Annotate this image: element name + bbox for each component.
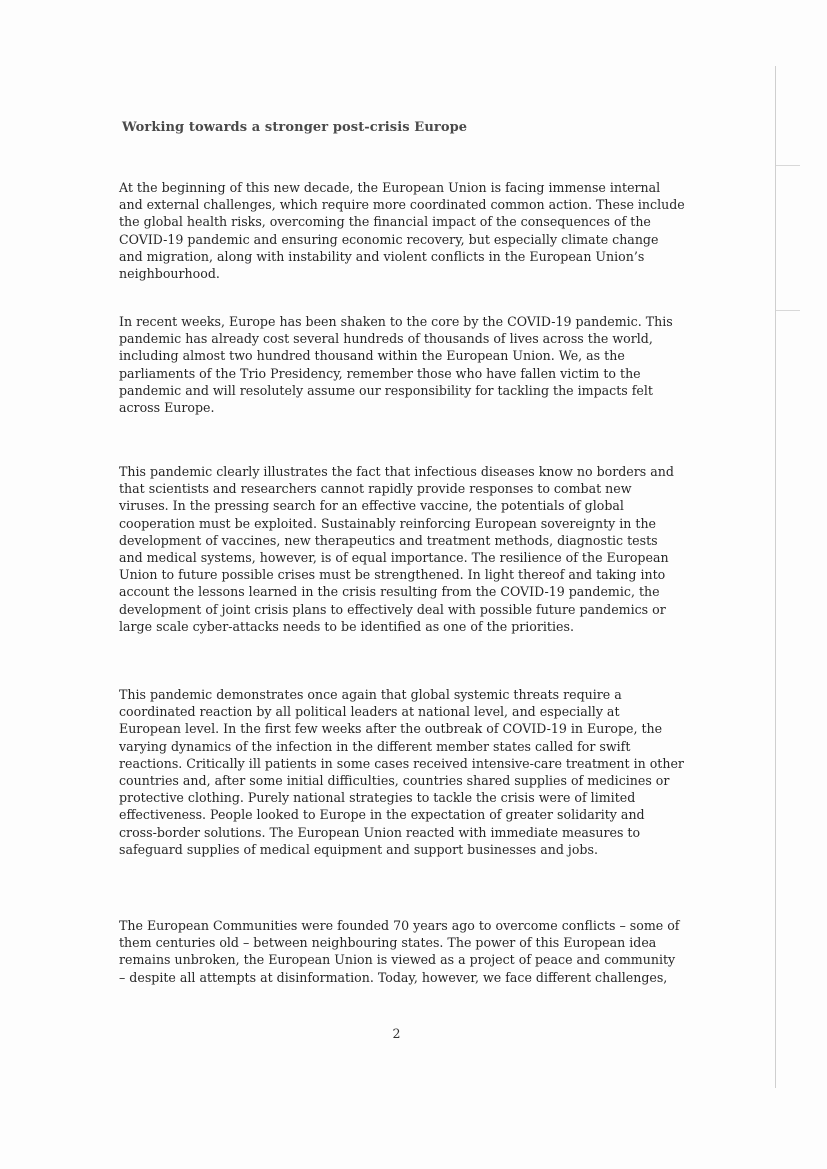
- body-paragraph-1: At the beginning of this new decade, the European Union is facing immense internal and external challenges, which require more coordinated common action. These include the global health risks, overcoming the financial impact of the consequences of the COVID-19 pandemic and ensuring economic recovery, but especially climate change and migration, along with instability and violent conflicts in the European Union’s neighbourhood.: [119, 180, 685, 282]
- body-paragraph-3: This pandemic clearly illustrates the fact that infectious diseases know no borders and that scientists and researchers cannot rapidly provide responses to combat new viruses. In the pressing search for an effective vaccine, the potentials of global cooperation must be exploited. Sustainably reinforcing European sovereignty in the development of vaccines, new therapeutics and treatment methods, diagnostic tests and medical systems, however, is of equal importance. The resilience of the European Union to future possible crises must be strengthened. In light thereof and taking into account the lessons learned in the crisis resulting from the COVID-19 pandemic, the development of joint crisis plans to effectively deal with possible future pandemics or large scale cyber-attacks needs to be identified as one of the priorities.: [119, 464, 674, 634]
- body-paragraph-5: The European Communities were founded 70 years ago to overcome conflicts – some of them centuries old – between neighbouring states. The power of this European idea remains unbroken, the European Union is viewed as a project of peace and community – despite all attempts at disinformation. Today, however, we face different challenges,: [119, 918, 680, 985]
- body-paragraph-4: This pandemic demonstrates once again that global systemic threats require a coordinated reaction by all political leaders at national level, and especially at European level. In the first few weeks after the outbreak of COVID-19 in Europe, the varying dynamics of the infection in the different member states called for swift reactions. Critically ill patients in some cases received intensive-care treatment in other countries and, after some initial difficulties, countries shared supplies of medicines or protective clothing. Purely national strategies to tackle the crisis were of limited effectiveness. People looked to Europe in the expectation of greater solidarity and cross-border solutions. The European Union reacted with immediate measures to safeguard supplies of medical equipment and support businesses and jobs.: [119, 687, 684, 857]
- body-paragraph-2: In recent weeks, Europe has been shaken to the core by the COVID-19 pandemic. This pandemic has already cost several hundreds of thousands of lives across the world, including almost two hundred thousand within the European Union. We, as the parliaments of the Trio Presidency, remember those who have fallen victim to the pandemic and will resolutely assume our responsibility for tackling the impacts felt across Europe.: [119, 314, 673, 416]
- scan-edge-line: [775, 66, 776, 1088]
- scan-edge-tick: [776, 165, 800, 166]
- scan-edge-tick: [776, 310, 800, 311]
- section-heading: Working towards a stronger post-crisis Europe: [122, 120, 468, 135]
- page-number: 2: [392, 1026, 401, 1041]
